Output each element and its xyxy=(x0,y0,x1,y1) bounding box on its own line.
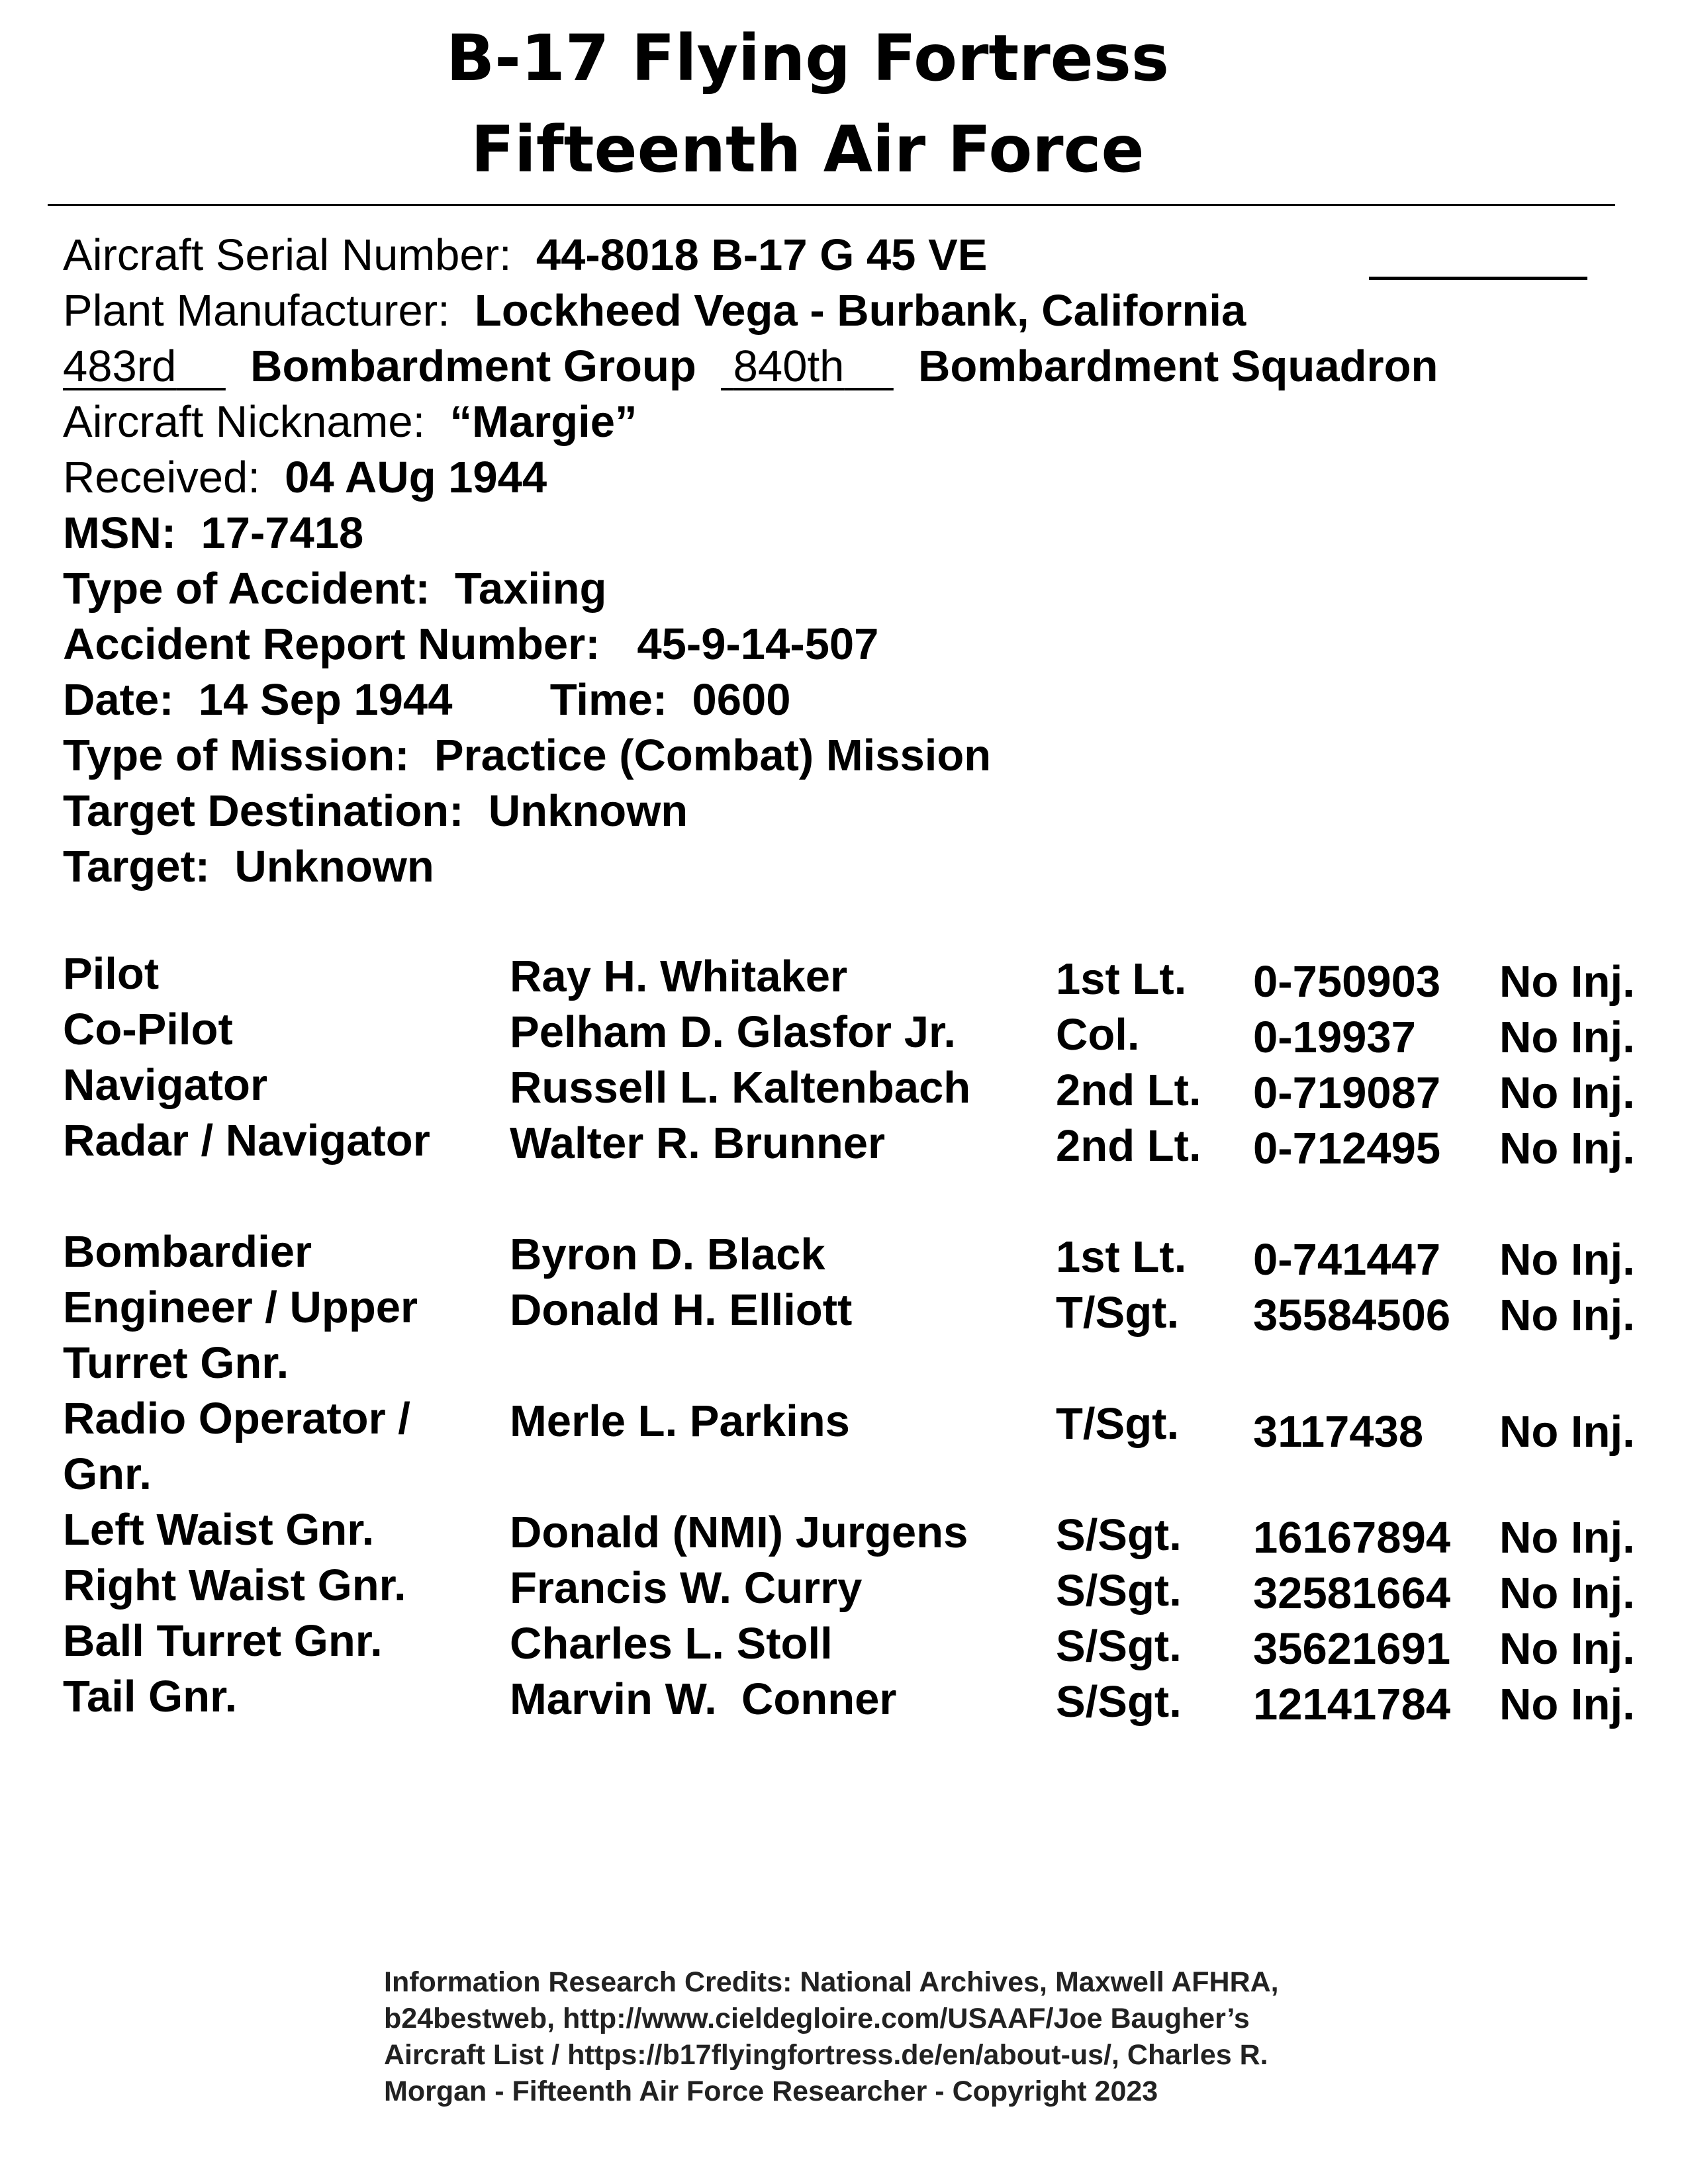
crew-role: Tail Gnr. xyxy=(63,1672,238,1721)
crew-status: No Inj. xyxy=(1499,1291,1635,1340)
crew-role: Co-Pilot xyxy=(63,1005,233,1054)
crew-role: Pilot xyxy=(63,949,160,999)
crew-rank: S/Sgt. xyxy=(1056,1621,1182,1671)
crew-role: Radio Operator / Gnr. xyxy=(63,1394,410,1499)
date-value: 14 Sep 1944 xyxy=(198,675,453,725)
crew-serial: 0-712495 xyxy=(1253,1124,1441,1173)
crew-name: Marvin W. Conner xyxy=(510,1674,897,1724)
crew-serial: 0-719087 xyxy=(1253,1068,1441,1118)
crew-role: Engineer / Upper Turret Gnr. xyxy=(63,1283,418,1388)
crew-rank: Col. xyxy=(1056,1010,1140,1060)
crew-role: Ball Turret Gnr. xyxy=(63,1616,383,1666)
mission-type-label: Type of Mission: xyxy=(63,731,410,780)
crew-status: No Inj. xyxy=(1499,1235,1635,1285)
crew-status: No Inj. xyxy=(1499,1407,1635,1457)
crew-name: Donald H. Elliott xyxy=(510,1285,853,1335)
msn-line xyxy=(63,508,364,558)
mission-type-line xyxy=(63,733,991,778)
title-divider xyxy=(48,204,1615,206)
crew-status: No Inj. xyxy=(1499,1624,1635,1674)
crew-serial: 0-19937 xyxy=(1253,1013,1416,1062)
crew-role: Bombardier xyxy=(63,1227,312,1277)
crew-name: Charles L. Stoll xyxy=(510,1619,833,1668)
date-time-line xyxy=(63,675,791,725)
credits-line-3: Aircraft List / https://b17flyingfortress.de/en/about-us/, Charles R. xyxy=(384,2039,1268,2071)
target-line xyxy=(63,844,434,889)
squadron-label: Bombardment Squadron xyxy=(918,341,1438,391)
group-label: Bombardment Group xyxy=(250,341,696,391)
mission-type-value: Practice (Combat) Mission xyxy=(434,731,992,780)
report-number-line xyxy=(63,619,879,669)
crew-rank: S/Sgt. xyxy=(1056,1566,1182,1615)
received-value: 04 AUg 1944 xyxy=(285,453,547,502)
received-label: Received: xyxy=(63,453,260,502)
crew-rank: 2nd Lt. xyxy=(1056,1121,1201,1171)
crew-name: Pelham D. Glasfor Jr. xyxy=(510,1007,956,1057)
accident-type-label: Type of Accident: xyxy=(63,564,430,614)
date-label: Date: xyxy=(63,675,174,725)
accident-type-line xyxy=(63,564,607,614)
crew-serial: 0-741447 xyxy=(1253,1235,1441,1285)
time-label: Time: xyxy=(549,675,668,725)
research-credits xyxy=(384,1964,1364,2110)
accident-type-value: Taxiing xyxy=(454,564,607,614)
serial-number-line xyxy=(63,230,988,280)
report-number-value: 45-9-14-507 xyxy=(637,619,879,669)
crew-role: Right Waist Gnr. xyxy=(63,1561,406,1610)
crew-serial: 12141784 xyxy=(1253,1680,1451,1729)
credits-line-2: b24bestweb, http://www.cieldegloire.com/USAAF/Joe Baugher’s xyxy=(384,2003,1250,2034)
crew-name: Francis W. Curry xyxy=(510,1563,863,1613)
nickname-label: Aircraft Nickname: xyxy=(63,397,426,447)
received-line xyxy=(63,455,547,500)
crew-rank: T/Sgt. xyxy=(1056,1399,1180,1449)
crew-name: Russell L. Kaltenbach xyxy=(510,1063,971,1113)
document-title-line-2: Fifteenth Air Force xyxy=(471,113,1145,187)
crew-role: Left Waist Gnr. xyxy=(63,1505,375,1555)
blank-underline xyxy=(1369,277,1587,280)
crew-serial: 3117438 xyxy=(1253,1407,1424,1457)
manufacturer-line xyxy=(63,286,1246,336)
crew-rank: S/Sgt. xyxy=(1056,1677,1182,1727)
credits-line-4: Morgan - Fifteenth Air Force Researcher - Copyright 2023 xyxy=(384,2075,1158,2107)
crew-rank: T/Sgt. xyxy=(1056,1288,1180,1338)
report-number-label: Accident Report Number: xyxy=(63,619,600,669)
crew-role: Navigator xyxy=(63,1060,268,1110)
crew-status: No Inj. xyxy=(1499,1680,1635,1729)
crew-status: No Inj. xyxy=(1499,1569,1635,1618)
crew-rank: 1st Lt. xyxy=(1056,1232,1187,1282)
crew-role: Radar / Navigator xyxy=(63,1116,430,1165)
nickname-value: “Margie” xyxy=(449,397,637,447)
nickname-line xyxy=(63,397,637,447)
crew-status: No Inj. xyxy=(1499,1068,1635,1118)
msn-label: MSN: xyxy=(63,508,177,558)
crew-serial: 16167894 xyxy=(1253,1513,1451,1563)
crew-status: No Inj. xyxy=(1499,1124,1635,1173)
crew-status: No Inj. xyxy=(1499,1013,1635,1062)
squadron-number: 840th xyxy=(733,341,845,391)
target-destination-label: Target Destination: xyxy=(63,786,464,836)
crew-rank: 1st Lt. xyxy=(1056,954,1187,1004)
crew-serial: 35584506 xyxy=(1253,1291,1451,1340)
crew-status: No Inj. xyxy=(1499,957,1635,1007)
serial-number-label: Aircraft Serial Number: xyxy=(63,230,512,280)
target-value: Unknown xyxy=(234,842,434,891)
crew-name: Walter R. Brunner xyxy=(510,1118,886,1168)
crew-name: Ray H. Whitaker xyxy=(510,952,848,1001)
manufacturer-label: Plant Manufacturer: xyxy=(63,286,450,336)
crew-serial: 32581664 xyxy=(1253,1569,1451,1618)
crew-name: Merle L. Parkins xyxy=(510,1396,850,1446)
manufacturer-value: Lockheed Vega - Burbank, California xyxy=(474,286,1246,336)
group-squadron-line xyxy=(63,341,1438,391)
document-title-line-1: B-17 Flying Fortress xyxy=(445,21,1170,95)
group-number: 483rd xyxy=(63,341,177,391)
serial-number-value: 44-8018 B-17 G 45 VE xyxy=(536,230,988,280)
target-label: Target: xyxy=(63,842,211,891)
msn-value: 17-7418 xyxy=(201,508,364,558)
crew-rank: S/Sgt. xyxy=(1056,1510,1182,1560)
crew-rank: 2nd Lt. xyxy=(1056,1066,1201,1115)
crew-serial: 35621691 xyxy=(1253,1624,1451,1674)
crew-name: Byron D. Black xyxy=(510,1230,825,1279)
crew-serial: 0-750903 xyxy=(1253,957,1441,1007)
target-destination-value: Unknown xyxy=(488,786,688,836)
crew-status: No Inj. xyxy=(1499,1513,1635,1563)
credits-line-1: Information Research Credits: National Archives, Maxwell AFHRA, xyxy=(384,1966,1279,1998)
target-destination-line xyxy=(63,786,688,836)
time-value: 0600 xyxy=(692,675,791,725)
crew-name: Donald (NMI) Jurgens xyxy=(510,1508,968,1557)
